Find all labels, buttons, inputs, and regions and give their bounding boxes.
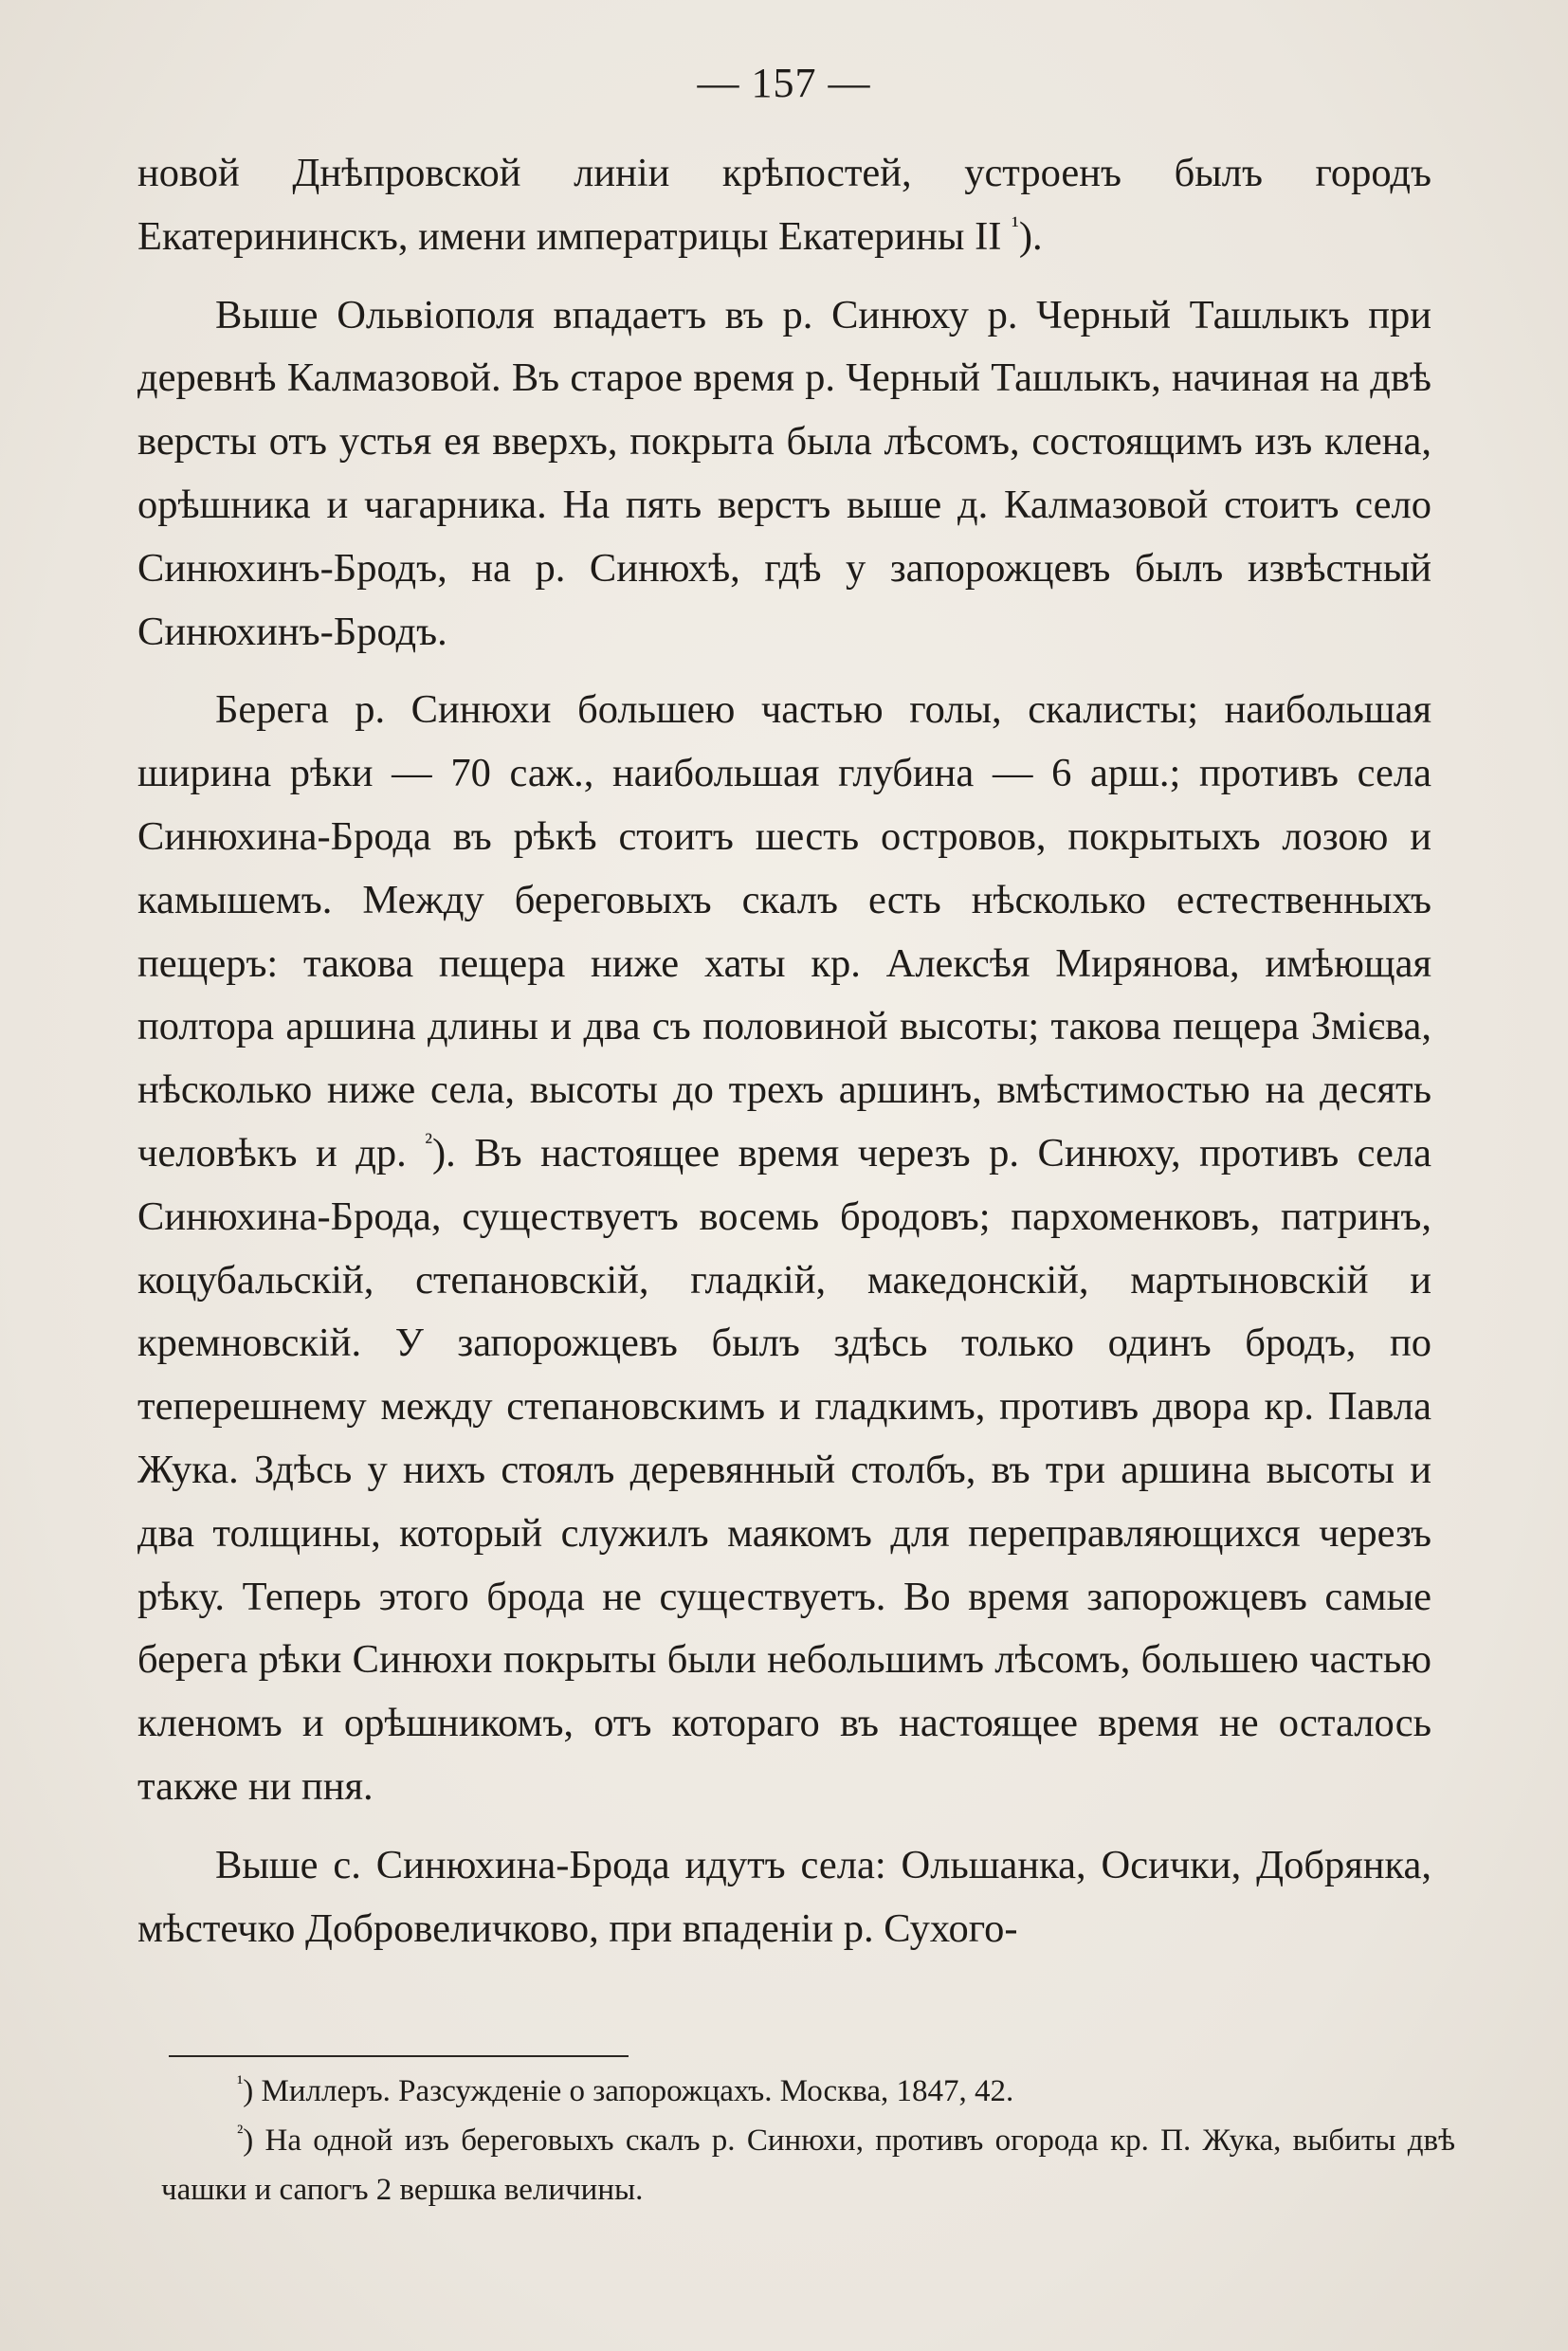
- footnote-2-mark: ²: [237, 2121, 244, 2143]
- paragraph-3-text: Берега р. Синюхи большею частью голы, скалисты; наибольшая ширина рѣки — 70 саж., наибольшая глубина — 6 арш.; противъ села Синюхина-Брода въ рѣкѣ стоитъ шесть островов, покрытыхъ лозою и камышемъ. Между береговыхъ скалъ есть нѣсколько естественныхъ пещеръ: такова пещера ниже хаты кр. Алексѣя Мирянова, имѣющая полтора аршина длины и два съ половиной высоты; такова пещера Змієва, нѣсколько ниже села, высоты до трехъ аршинъ, вмѣстимостью на десять человѣкъ и др.: [137, 687, 1431, 1176]
- footnotes: [161, 2067, 1455, 2214]
- footnote-2: [161, 2116, 1455, 2214]
- footnote-ref-1: ¹: [1012, 210, 1019, 239]
- page-number: — 157 —: [697, 60, 871, 106]
- footnote-2-text: ) На одной изъ береговыхъ скалъ р. Синюхи, противъ огорода кр. П. Жука, выбиты двѣ чашки и сапогъ 2 вершка величины.: [161, 2123, 1455, 2207]
- paragraph-1-tail: ).: [1018, 213, 1043, 259]
- paragraph-1: [137, 142, 1431, 269]
- footnote-1-mark: ¹: [237, 2071, 244, 2094]
- paragraph-4: Выше с. Синюхина-Брода идутъ села: Ольшанка, Осички, Добрянка, мѣстечко Добровеличково, при впаденіи р. Сухого-: [137, 1842, 1431, 1951]
- footnote-divider: [169, 2055, 629, 2057]
- paragraph-2: Выше Ольвіополя впадаетъ въ р. Синюху р. Черный Ташлыкъ при деревнѣ Калмазовой. Въ старое время р. Черный Ташлыкъ, начиная на двѣ версты отъ устья ея вверхъ, покрыта была лѣсомъ, состоящимъ изъ клена, орѣшника и чагарника. На пять верстъ выше д. Калмазовой стоитъ село Синюхинъ-Бродъ, на р. Синюхѣ, гдѣ у запорожцевъ былъ извѣстный Синюхинъ-Бродъ.: [137, 292, 1431, 654]
- footnote-1: [161, 2067, 1455, 2116]
- body-text: [137, 142, 1431, 1976]
- paragraph-1-text: новой Днѣпровской линіи крѣпостей, устроенъ былъ городъ Екатерининскъ, имени императрицы Екатерины II: [137, 151, 1431, 259]
- paragraph-3-tail: ). Въ настоящее время черезъ р. Синюху, противъ села Синюхина-Брода, существуетъ восемь бродовъ; пархоменковъ, патринъ, коцубальскій, степановскій, гладкій, македонскій, мартыновскій и кремновскій. У запорожцевъ былъ здѣсь только одинъ бродъ, по теперешнему между степановскимъ и гладкимъ, противъ двора кр. Павла Жука. Здѣсь у нихъ стоялъ деревянный столбъ, въ три аршина высоты и два толщины, который служилъ маякомъ для переправляющихся черезъ рѣку. Теперь этого брода не существуетъ. Во время запорожцевъ самые берега рѣки Синюхи покрыты были небольшимъ лѣсомъ, большею частью кленомъ и орѣшникомъ, отъ котораго въ настоящее время не осталось также ни пня.: [137, 1130, 1431, 1809]
- footnote-ref-2: ²: [425, 1127, 433, 1156]
- paragraph-3: [137, 679, 1431, 1818]
- footnote-1-text: ) Миллеръ. Разсужденіе о запорожцахъ. Москва, 1847, 42.: [243, 2074, 1014, 2108]
